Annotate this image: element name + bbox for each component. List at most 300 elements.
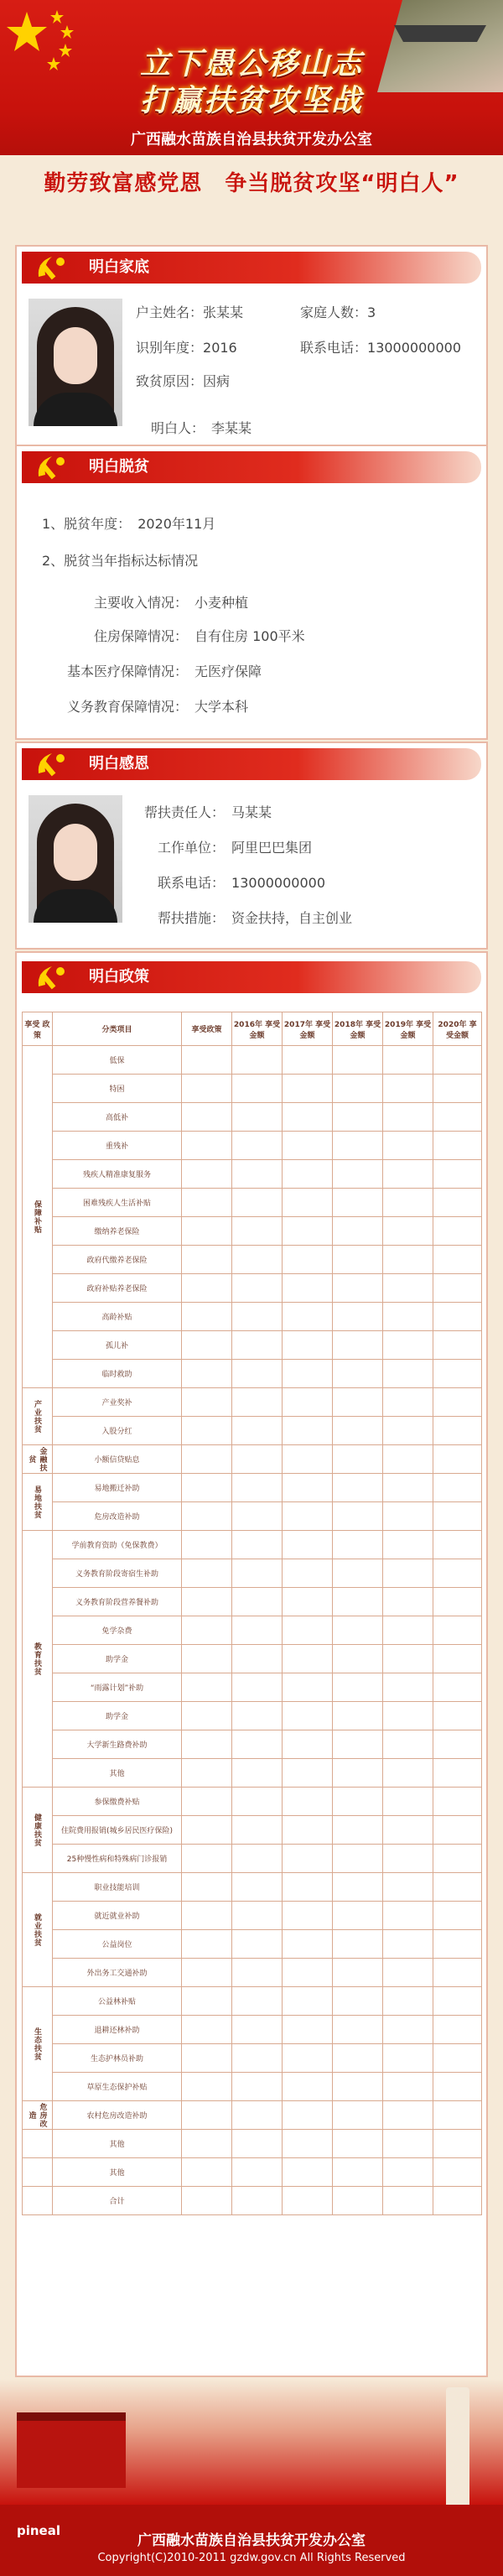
helper-row: 帮扶责任人： 马某某 [144,804,272,820]
amount-cell [383,1075,433,1103]
section-header-family [22,252,481,284]
amount-cell [283,1502,333,1531]
amount-cell [383,1588,433,1616]
section-header-poverty-exit [22,451,481,483]
group-cell: 健康扶贫 [23,1788,53,1873]
huabiao-image [446,2387,469,2505]
table-row [23,1673,482,1702]
amount-cell [383,1788,433,1816]
header-2019: 2019年 享受金额 [383,1012,433,1046]
amount-cell [333,1588,383,1616]
amount-cell [433,2073,482,2101]
category-cell: 入股分红 [53,1417,182,1445]
pineal-logo: pineal [17,2523,60,2538]
amount-cell [232,1845,283,1873]
table-row [23,2187,482,2215]
amount-cell [232,2158,283,2187]
amount-cell [232,1759,283,1788]
amount-cell [182,1845,232,1873]
amount-cell [232,1588,283,1616]
amount-cell [383,2101,433,2130]
mingbai-row: 明白人： 李某某 [151,420,252,436]
amount-cell [383,1673,433,1702]
category-cell: 高低补 [53,1103,182,1132]
table-row [23,1730,482,1759]
category-cell: 其他 [53,1759,182,1788]
amount-cell [383,1331,433,1360]
income-row: 主要收入情况： 小麦种植 [94,595,249,611]
amount-cell [433,1417,482,1445]
amount-cell [433,1103,482,1132]
table-row [23,1246,482,1274]
amount-cell [182,1873,232,1902]
group-cell: 金融扶贫 [23,1445,53,1474]
amount-cell [232,1132,283,1160]
category-cell: 退耕还林补助 [53,2016,182,2044]
category-cell: “雨露计划”补助 [53,1673,182,1702]
amount-cell [433,1388,482,1417]
amount-cell [232,1816,283,1845]
group-cell: 生态扶贫 [23,1987,53,2101]
table-row [23,1502,482,1531]
amount-cell [182,1588,232,1616]
table-row [23,1902,482,1930]
amount-cell [333,1502,383,1531]
category-cell: 小额信贷贴息 [53,1445,182,1474]
amount-cell [182,1788,232,1816]
table-row [23,1075,482,1103]
amount-cell [232,2073,283,2101]
category-cell: 高龄补贴 [53,1303,182,1331]
amount-cell [283,1759,333,1788]
amount-cell [433,1132,482,1160]
amount-cell [232,2130,283,2158]
amount-cell [283,1588,333,1616]
amount-cell [333,1645,383,1673]
amount-cell [232,1531,283,1559]
amount-cell [283,2130,333,2158]
amount-cell [283,1474,333,1502]
amount-cell [333,2187,383,2215]
amount-cell [283,1388,333,1417]
category-cell: 就近就业补助 [53,1902,182,1930]
amount-cell [433,1873,482,1902]
amount-cell [182,1759,232,1788]
category-cell: 公益岗位 [53,1930,182,1959]
amount-cell [333,1189,383,1217]
amount-cell [383,1360,433,1388]
amount-cell [333,2016,383,2044]
table-row [23,1417,482,1445]
category-cell: 政府补贴养老保险 [53,1274,182,1303]
amount-cell [232,1417,283,1445]
amount-cell [283,2187,333,2215]
amount-cell [383,1303,433,1331]
amount-cell [383,1873,433,1902]
amount-cell [182,2016,232,2044]
amount-cell [383,1816,433,1845]
amount-cell [232,2101,283,2130]
party-emblem-icon [34,750,70,778]
amount-cell [333,2130,383,2158]
party-emblem-icon [34,253,70,282]
category-cell: 大学新生路费补助 [53,1730,182,1759]
tagline: 勤劳致富感党恩 争当脱贫攻坚“明白人” [44,171,459,196]
category-cell: 学前教育资助（免保教费） [53,1531,182,1559]
measures-value: 资金扶持，自主创业 [231,910,353,926]
table-row [23,2044,482,2073]
amount-cell [232,1645,283,1673]
amount-cell [383,1388,433,1417]
amount-cell [333,1445,383,1474]
amount-cell [182,2044,232,2073]
amount-cell [433,1189,482,1217]
amount-cell [232,1303,283,1331]
footer-office: 广西融水苗族自治县扶贫开发办公室 [137,2532,366,2549]
table-row [23,2073,482,2101]
amount-cell [333,1559,383,1588]
amount-cell [232,1873,283,1902]
table-row [23,1959,482,1987]
amount-cell [283,1189,333,1217]
amount-cell [383,1645,433,1673]
amount-cell [333,1673,383,1702]
amount-cell [182,1331,232,1360]
amount-cell [333,1730,383,1759]
table-row [23,1873,482,1902]
amount-cell [383,1417,433,1445]
amount-cell [232,1075,283,1103]
amount-cell [383,1702,433,1730]
amount-cell [433,1046,482,1075]
header-policy: 享受政策 [182,1012,232,1046]
amount-cell [232,1902,283,1930]
amount-cell [333,1616,383,1645]
amount-cell [283,1360,333,1388]
amount-cell [333,1417,383,1445]
amount-cell [383,1274,433,1303]
amount-cell [283,1730,333,1759]
identified-year-row: 识别年度：2016 [136,340,237,356]
amount-cell [433,1616,482,1645]
amount-cell [182,1075,232,1103]
amount-cell [333,1788,383,1816]
amount-cell [383,1845,433,1873]
group-cell: 就业扶贫 [23,1873,53,1987]
table-row [23,1046,482,1075]
slogan-line-1: 立下愚公移山志 [139,47,363,81]
header-group: 享受 政策 [23,1012,53,1046]
table-row [23,1360,482,1388]
table-row [23,1588,482,1616]
amount-cell [182,1303,232,1331]
amount-cell [283,1331,333,1360]
amount-cell [182,1559,232,1588]
amount-cell [182,1645,232,1673]
amount-cell [182,1730,232,1759]
category-cell: 缴纳养老保险 [53,1217,182,1246]
amount-cell [232,1616,283,1645]
amount-cell [182,2187,232,2215]
table-row [23,1331,482,1360]
amount-cell [433,1246,482,1274]
table-row [23,1930,482,1959]
table-row [23,1702,482,1730]
amount-cell [182,1189,232,1217]
category-cell: 临时救助 [53,1360,182,1388]
category-cell: 义务教育阶段寄宿生补助 [53,1559,182,1588]
amount-cell [283,1616,333,1645]
amount-cell [333,1160,383,1189]
amount-cell [333,1303,383,1331]
section-header-policy [22,961,481,993]
amount-cell [433,1360,482,1388]
category-cell: 残疾人精准康复服务 [53,1160,182,1189]
group-cell: 教育扶贫 [23,1531,53,1788]
category-cell: 职业技能培训 [53,1873,182,1902]
header-2017: 2017年 享受金额 [283,1012,333,1046]
amount-cell [333,1246,383,1274]
amount-cell [333,1331,383,1360]
amount-cell [283,1103,333,1132]
amount-cell [433,1702,482,1730]
group-cell: 保障补贴 [23,1046,53,1388]
amount-cell [232,1388,283,1417]
table-row [23,1616,482,1645]
amount-cell [433,1075,482,1103]
amount-cell [383,2073,433,2101]
amount-cell [232,1445,283,1474]
unit-row: 工作单位： 阿里巴巴集团 [158,840,313,856]
amount-cell [383,1189,433,1217]
exit-year-row: 1、脱贫年度： 2020年11月 [42,516,216,532]
amount-cell [433,1816,482,1845]
amount-cell [182,2101,232,2130]
category-cell: 其他 [53,2130,182,2158]
category-cell: 公益林补贴 [53,1987,182,2016]
party-emblem-icon [34,963,70,991]
amount-cell [433,1673,482,1702]
category-cell: 低保 [53,1046,182,1075]
amount-cell [232,2016,283,2044]
group-cell: 产业扶贫 [23,1388,53,1445]
amount-cell [182,1360,232,1388]
amount-cell [283,1075,333,1103]
category-cell: 特困 [53,1075,182,1103]
amount-cell [433,1274,482,1303]
amount-cell [433,1331,482,1360]
amount-cell [232,1360,283,1388]
table-row [23,1987,482,2016]
amount-cell [283,1417,333,1445]
amount-cell [283,1987,333,2016]
amount-cell [433,1588,482,1616]
category-cell: 草原生态保护补贴 [53,2073,182,2101]
group-cell [23,2158,53,2187]
table-row [23,1274,482,1303]
amount-cell [182,1246,232,1274]
table-row [23,1845,482,1873]
amount-cell [182,1902,232,1930]
section-title-family: 明白家底 [89,258,149,276]
amount-cell [383,1959,433,1987]
amount-cell [433,1645,482,1673]
housing-value: 自有住房 100平米 [194,628,305,644]
unit-value: 阿里巴巴集团 [231,840,313,856]
amount-cell [333,1930,383,1959]
amount-cell [433,1502,482,1531]
amount-cell [333,1987,383,2016]
category-cell: 易地搬迁补助 [53,1474,182,1502]
amount-cell [283,2016,333,2044]
amount-cell [182,1702,232,1730]
amount-cell [383,2044,433,2073]
category-cell: 危房改造补助 [53,1502,182,1531]
category-cell: 外出务工交通补助 [53,1959,182,1987]
table-row [23,2101,482,2130]
amount-cell [232,1274,283,1303]
income-value: 小麦种植 [194,595,249,611]
table-row [23,1559,482,1588]
category-cell: 产业奖补 [53,1388,182,1417]
amount-cell [383,2158,433,2187]
amount-cell [433,1845,482,1873]
amount-cell [333,1816,383,1845]
amount-cell [333,1902,383,1930]
policy-table-header [23,1012,482,1046]
amount-cell [232,1502,283,1531]
amount-cell [383,1987,433,2016]
amount-cell [232,1331,283,1360]
tiananmen-image [17,2412,126,2488]
category-cell: 助学金 [53,1702,182,1730]
medical-value: 无医疗保障 [194,664,262,679]
amount-cell [283,1959,333,1987]
amount-cell [433,2158,482,2187]
table-row [23,1303,482,1331]
amount-cell [383,1046,433,1075]
amount-cell [383,1445,433,1474]
amount-cell [433,1788,482,1816]
amount-cell [182,1417,232,1445]
amount-cell [232,1987,283,2016]
amount-cell [232,1959,283,1987]
mingbai-value: 李某某 [211,420,252,436]
amount-cell [232,1702,283,1730]
table-row [23,1788,482,1816]
amount-cell [283,2073,333,2101]
amount-cell [283,1902,333,1930]
amount-cell [333,1103,383,1132]
amount-cell [333,1474,383,1502]
amount-cell [433,1559,482,1588]
amount-cell [182,2073,232,2101]
category-cell: 孤儿补 [53,1331,182,1360]
table-row [23,2130,482,2158]
table-row [23,2016,482,2044]
exit-year-value: 2020年11月 [137,516,216,532]
amount-cell [383,2130,433,2158]
amount-cell [383,1103,433,1132]
amount-cell [232,2044,283,2073]
party-emblem-icon [34,453,70,481]
amount-cell [333,2101,383,2130]
amount-cell [333,1360,383,1388]
slogan-line-2: 打赢扶贫攻坚战 [139,84,363,118]
category-cell: 生态护林员补助 [53,2044,182,2073]
amount-cell [333,1274,383,1303]
category-cell: 农村危房改造补助 [53,2101,182,2130]
amount-cell [433,1959,482,1987]
amount-cell [283,2044,333,2073]
amount-cell [283,1702,333,1730]
amount-cell [182,1816,232,1845]
amount-cell [333,1531,383,1559]
amount-cell [333,1702,383,1730]
amount-cell [232,1046,283,1075]
amount-cell [383,1930,433,1959]
amount-cell [283,1845,333,1873]
footer-copyright: Copyright(C)2010-2011 gzdw.gov.cn All Rights Reserved [97,2552,406,2564]
table-row [23,1160,482,1189]
group-cell [23,2187,53,2215]
householder-value: 张某某 [203,304,244,320]
amount-cell [182,1103,232,1132]
amount-cell [283,1445,333,1474]
amount-cell [182,1388,232,1417]
measures-row: 帮扶措施： 资金扶持，自主创业 [158,910,353,926]
amount-cell [283,1873,333,1902]
cause-value: 因病 [203,373,231,389]
category-cell: 助学金 [53,1645,182,1673]
table-row [23,1531,482,1559]
amount-cell [433,2101,482,2130]
amount-cell [283,1816,333,1845]
amount-cell [182,2158,232,2187]
section-title-gratitude: 明白感恩 [89,755,149,773]
amount-cell [433,2130,482,2158]
amount-cell [433,1987,482,2016]
amount-cell [433,1902,482,1930]
amount-cell [283,1274,333,1303]
exit-criteria-heading: 2、脱贫当年指标达标情况 [42,553,199,569]
amount-cell [383,1531,433,1559]
category-cell: 合计 [53,2187,182,2215]
family-phone-row: 联系电话：13000000000 [300,340,461,356]
hero-banner [0,0,503,155]
amount-cell [232,1160,283,1189]
amount-cell [283,1645,333,1673]
amount-cell [433,1445,482,1474]
amount-cell [232,1930,283,1959]
amount-cell [232,1788,283,1816]
amount-cell [433,2187,482,2215]
amount-cell [182,2130,232,2158]
category-cell: 重残补 [53,1132,182,1160]
amount-cell [182,1930,232,1959]
table-row [23,1103,482,1132]
amount-cell [383,1474,433,1502]
helper-photo [29,795,122,923]
amount-cell [283,1160,333,1189]
amount-cell [232,1103,283,1132]
family-phone-value: 13000000000 [367,340,461,356]
amount-cell [333,2044,383,2073]
category-cell: 政府代缴养老保险 [53,1246,182,1274]
amount-cell [333,1845,383,1873]
medical-row: 基本医疗保障情况： 无医疗保障 [67,664,262,679]
amount-cell [232,1474,283,1502]
